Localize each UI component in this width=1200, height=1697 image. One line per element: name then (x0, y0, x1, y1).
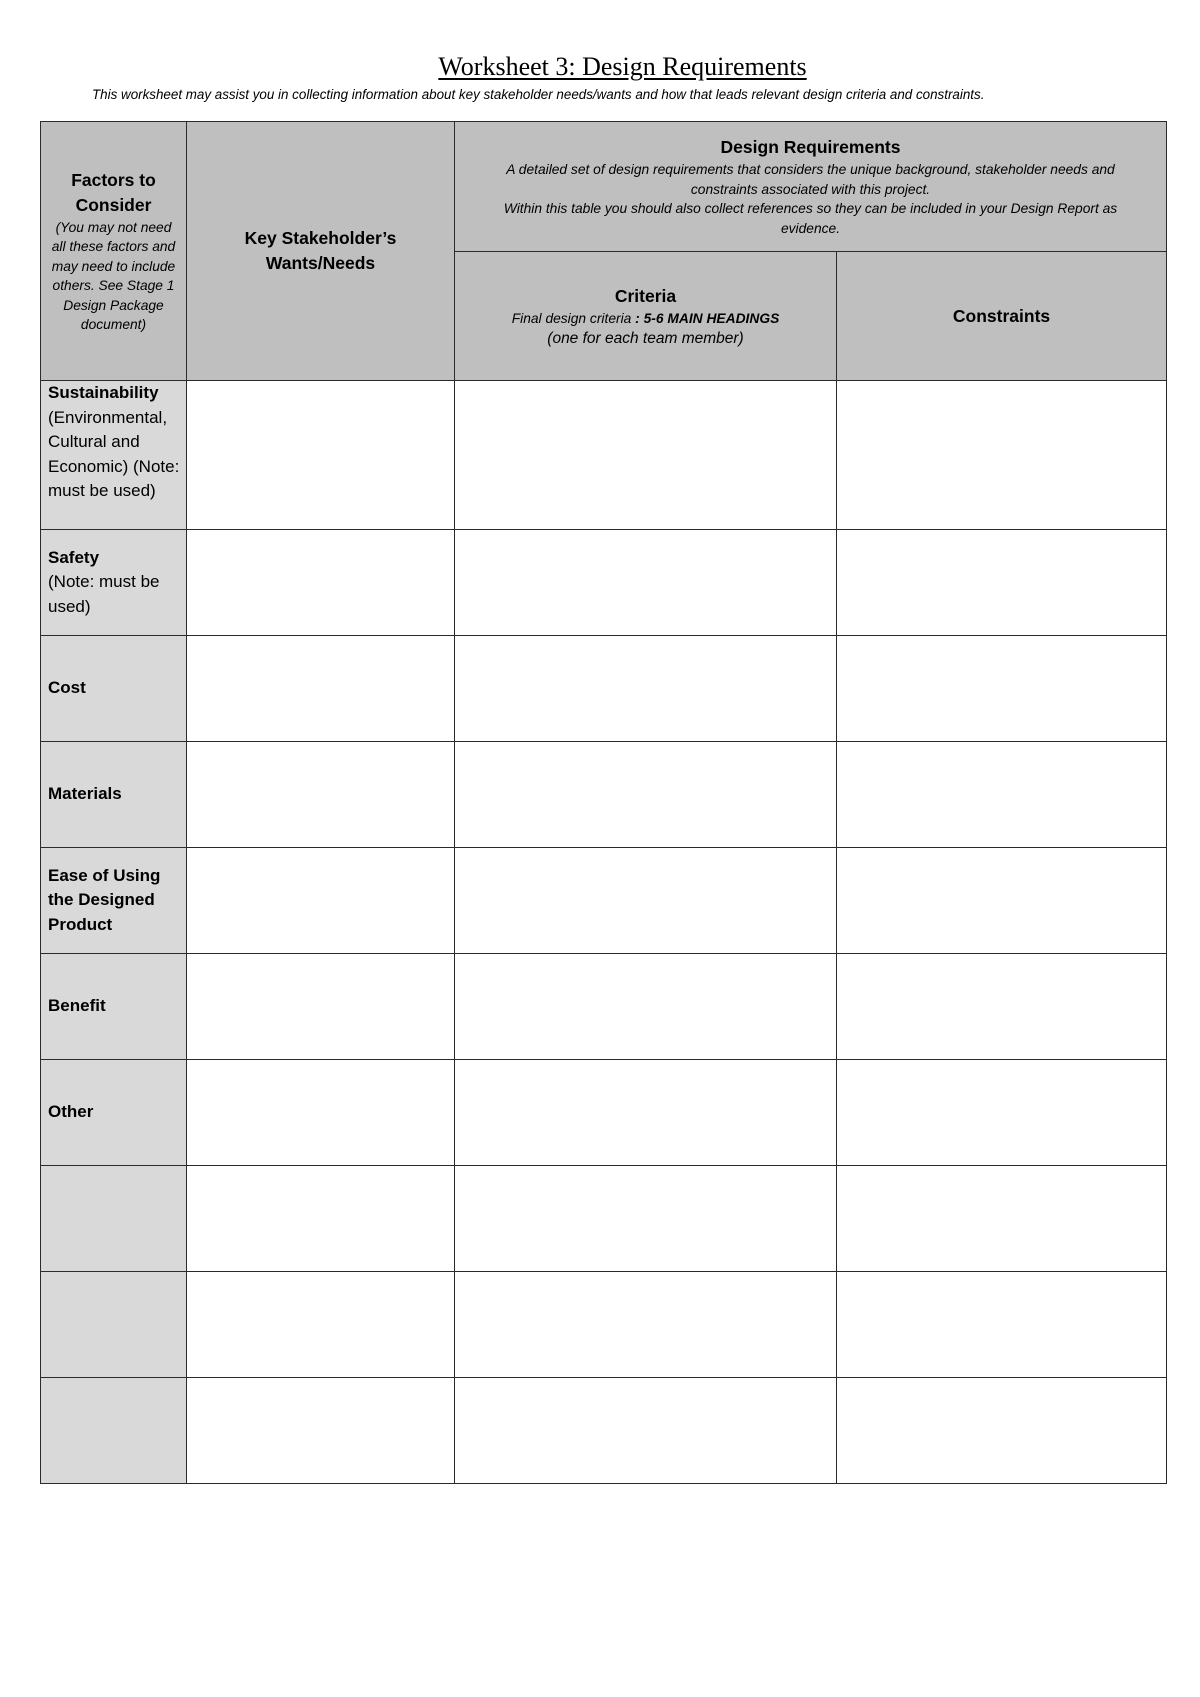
stakeholder-cell[interactable] (187, 381, 455, 530)
constraints-cell[interactable] (837, 742, 1167, 848)
stakeholder-cell[interactable] (187, 1166, 455, 1272)
design-requirements-table (40, 121, 1167, 1484)
constraints-header (837, 252, 1167, 381)
factor-cell (41, 1060, 187, 1166)
table-row (41, 381, 1167, 530)
stakeholder-cell[interactable] (187, 530, 455, 636)
criteria-cell[interactable] (455, 1060, 837, 1166)
stakeholder-cell[interactable] (187, 636, 455, 742)
constraints-header-label: Constraints (952, 305, 1051, 326)
factor-note: (Note: must be used) (48, 572, 160, 616)
factor-cell (41, 848, 187, 954)
factor-name: Cost (48, 678, 86, 698)
constraints-cell[interactable] (837, 530, 1167, 636)
criteria-cell[interactable] (455, 530, 837, 636)
factor-cell (41, 530, 187, 636)
factor-cell (41, 954, 187, 1060)
factor-name: Materials (48, 784, 122, 804)
criteria-note-highlight: : 5-6 MAIN HEADINGS (635, 311, 780, 326)
table-row (41, 848, 1167, 954)
criteria-cell[interactable] (455, 1166, 837, 1272)
criteria-cell[interactable] (455, 848, 837, 954)
stakeholder-cell[interactable] (187, 1272, 455, 1378)
table-row (41, 1166, 1167, 1272)
constraints-cell[interactable] (837, 954, 1167, 1060)
criteria-header-label: Criteria (614, 286, 677, 306)
constraints-cell[interactable] (837, 381, 1167, 530)
stakeholder-cell[interactable] (187, 1060, 455, 1166)
factor-cell[interactable] (41, 1166, 187, 1272)
table-row (41, 954, 1167, 1060)
factor-cell (41, 636, 187, 742)
criteria-cell[interactable] (455, 636, 837, 742)
worksheet-instructions: This worksheet may assist you in collecting information about key stakeholder needs/wants and how that leads relevant design criteria and constraints. (92, 87, 985, 102)
stakeholder-header (187, 122, 455, 381)
factors-header-label: Factors to Consider (71, 169, 156, 215)
design-requirements-label: Design Requirements (720, 137, 901, 157)
table-row (41, 530, 1167, 636)
table-row (41, 636, 1167, 742)
constraints-cell[interactable] (837, 636, 1167, 742)
factor-name: Other (48, 1102, 94, 1122)
table-row (41, 742, 1167, 848)
criteria-header (455, 252, 837, 381)
constraints-cell[interactable] (837, 1060, 1167, 1166)
factor-cell (41, 742, 187, 848)
factor-cell[interactable] (41, 1272, 187, 1378)
criteria-cell[interactable] (455, 742, 837, 848)
design-requirements-header (455, 122, 1167, 252)
constraints-cell[interactable] (837, 848, 1167, 954)
factors-header (41, 122, 187, 381)
criteria-header-note (455, 309, 836, 329)
stakeholder-cell[interactable] (187, 1378, 455, 1484)
factor-name: Ease of Using the Designed Product (48, 865, 161, 934)
criteria-note-prefix: Final design criteria (511, 311, 636, 326)
design-requirements-note-1: A detailed set of design requirements that considers the unique background, stakeholder needs and constraints associated with this project. (506, 162, 1115, 197)
constraints-cell[interactable] (837, 1166, 1167, 1272)
factor-cell (41, 381, 187, 530)
stakeholder-cell[interactable] (187, 954, 455, 1060)
table-row (41, 1378, 1167, 1484)
table-row (41, 1272, 1167, 1378)
stakeholder-cell[interactable] (187, 848, 455, 954)
design-requirements-note-2: Within this table you should also collect references so they can be included in your Design Report as evidence. (503, 201, 1118, 236)
page-title: Worksheet 3: Design Requirements (438, 52, 807, 81)
table-row (41, 1060, 1167, 1166)
stakeholder-cell[interactable] (187, 742, 455, 848)
stakeholder-header-label: Key Stakeholder’s Wants/Needs (244, 228, 397, 273)
factor-name: Safety (48, 547, 100, 567)
criteria-cell[interactable] (455, 1272, 837, 1378)
criteria-cell[interactable] (455, 381, 837, 530)
criteria-cell[interactable] (455, 1378, 837, 1484)
factor-note: (Environmental, Cultural and Economic) (Note: must be used) (48, 407, 180, 500)
criteria-cell[interactable] (455, 954, 837, 1060)
constraints-cell[interactable] (837, 1272, 1167, 1378)
factor-name: Benefit (48, 996, 106, 1016)
factor-name: Sustainability (48, 383, 159, 402)
criteria-note-team: (one for each team member) (547, 329, 744, 347)
constraints-cell[interactable] (837, 1378, 1167, 1484)
factor-cell[interactable] (41, 1378, 187, 1484)
factors-header-note: (You may not need all these factors and may need to include others. See Stage 1 Design Package document) (51, 219, 176, 332)
